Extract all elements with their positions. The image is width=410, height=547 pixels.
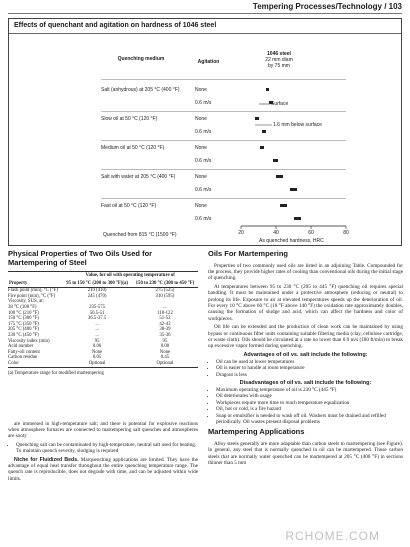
- agitation-label: 0.6 m/s: [195, 187, 212, 193]
- oils-paragraph-1: Properties of two commonly used oils are listed in an adjoining Table. Compounded for the process, they provide higher rates of cooling than conventional oils during the initial stage of quenching.: [208, 262, 403, 282]
- quenched-from-note: Quenched from 815 °C (1500 °F): [103, 232, 177, 238]
- property-cell: 205 °C (400 °F): [8, 327, 39, 333]
- left-column: [8, 250, 198, 484]
- value-cell: 235-575: [89, 304, 106, 310]
- value-cell: Optional: [62, 361, 132, 367]
- salt-paragraph: are immersed in high-temperature salt; and there is potential for explosive reactions when atmosphere furnaces are connected to martempering salt quenches and atmospheres are sooty: [8, 420, 198, 440]
- property-cell: Color: [8, 361, 62, 367]
- hardness-axis: [9, 19, 403, 247]
- x-tick-label: 80: [343, 230, 349, 236]
- value-cell: 118-122: [157, 310, 173, 316]
- quench-medium-label: Salt with water at 205 °C (400 °F): [101, 174, 176, 180]
- steel-size: 22 mm diam: [265, 57, 293, 63]
- oils-paragraph-2: At temperatures between 95 to 230 °C (205 to 445 °F) quenching oil requires special handling. It must be maintained under a protective atmosphere (reducing or neutral) to prolong its life. Exposure to air at elevated temperatures speeds up the deterioration of oil. For every 10 °C above 60 °C (18 °F above 140 °F) the oxidation rate approximately doubles, causing the formation of sludge and acid, which can affect the hardness and color of workpieces.: [208, 283, 403, 322]
- right-column: [208, 250, 403, 469]
- disadvantages-list: [208, 387, 403, 425]
- x-tick-label: 40: [273, 230, 279, 236]
- steel-length: by 75 mm: [268, 63, 290, 69]
- quench-medium-label: Fast oil at 50 °C (120 °F): [101, 203, 157, 209]
- property-cell: Viscosity, SUS, at:: [8, 299, 44, 305]
- agitation-label: None: [195, 145, 207, 151]
- property-cell: Acid number: [8, 344, 34, 350]
- column-spacer: [8, 377, 198, 421]
- niche-paragraph: [8, 457, 198, 483]
- disadvantage-item: • Oil deteriorates with usage: [216, 393, 403, 399]
- oil-properties-table: [8, 271, 198, 368]
- value-cell: 95: [162, 338, 168, 344]
- advantages-list: [208, 359, 403, 378]
- value-cell: Optional: [132, 361, 198, 367]
- value-cell: 42-43: [159, 321, 171, 327]
- value-cell: ...: [95, 321, 99, 327]
- advantage-item: • Dragout is less: [216, 372, 403, 378]
- col-oil-b: 150 to 230 °C (300 to 450 °F): [132, 280, 198, 288]
- table-row: [8, 316, 198, 322]
- value-cell: ...: [163, 304, 167, 310]
- col-oil-a: 95 to 150 °C (200 to 300 °F)(a): [62, 280, 132, 288]
- property-cell: 100 °C (210 °F): [8, 310, 39, 316]
- advantage-item: • Oil is easier to handle at room temperature: [216, 365, 403, 371]
- applications-heading: Martempering Applications: [208, 427, 305, 437]
- value-cell: 95: [94, 338, 100, 344]
- property-cell: Viscosity index (min): [8, 338, 50, 344]
- property-cell: Carbon residue: [8, 355, 38, 361]
- value-cell: 210 (410): [87, 288, 107, 294]
- value-cell: 50.5-51: [89, 310, 105, 316]
- agitation-label: 0.6 m/s: [195, 100, 212, 106]
- quench-medium-label: Slow oil at 50 °C (120 °F): [101, 116, 158, 122]
- agitation-label: 0.6 m/s: [195, 158, 212, 164]
- disadvantage-item: • Soap or emulsifier is needed to wash off oil. Washers must be drained and refilled periodically. Oil wastes present disposal problems: [216, 413, 403, 426]
- niche-text: Marquenching applications are limited. They have the advantage of equal heat transfer throughout the entire quenching temperature range. The quench rate is reproducible, does not degrade with time, and can be adjusted within wide limits.: [8, 456, 198, 482]
- salt-bullets: [8, 442, 198, 455]
- quench-medium-label: Salt (anhydrous) at 205 °C (400 °F): [101, 87, 180, 93]
- value-cell: ...: [95, 332, 99, 338]
- value-cell: 0.05: [92, 355, 102, 361]
- watermark: RCHOME.COM: [285, 529, 380, 543]
- applications-paragraph: Alloy steels generally are more adaptable than carbon steels to martempering (see Figure). In general, any steel that is normally quenched in oil can be martempered. Those carbon steels that are normally water quenched can be martempered at 205 °C (400 °F) in sections thinner than 5 mm: [208, 440, 403, 467]
- disadvantage-item: • Maximum operating temperature of oil is 230 °C (445 °F): [216, 387, 403, 393]
- value-cell: 38-39: [159, 327, 171, 333]
- agitation-label: None: [195, 174, 207, 180]
- table-body: [8, 288, 198, 367]
- value-cell: 51-52: [159, 316, 171, 322]
- x-tick-label: 60: [308, 230, 314, 236]
- salt-bullet-item: • Quenching salt can be contaminated by high-temperature, neutral salt used for heating. To maintain quench severity, sludging is required: [16, 442, 198, 455]
- disadvantage-item: • Oil, hot or cold, is a fire hazard: [216, 406, 403, 412]
- table-heading: Physical Properties of Two Oils Used for Martempering of Steel: [8, 249, 153, 267]
- agitation-label: None: [195, 87, 207, 93]
- niche-heading: Niche for Fluidized Beds.: [14, 456, 79, 463]
- running-header: [8, 2, 402, 14]
- surface-label: Surface: [271, 101, 289, 107]
- agitation-label: None: [195, 116, 207, 122]
- steel-name: 1046 steel: [267, 51, 291, 57]
- table-row: [8, 361, 198, 367]
- property-cell: Fire point (min), °C (°F): [8, 293, 56, 299]
- property-cell: Flash point (min), °C (°F): [8, 288, 58, 294]
- property-cell: Fatty-oil content: [8, 349, 40, 355]
- value-cell: 245 (470): [87, 293, 107, 299]
- value-cell: None: [159, 349, 171, 355]
- property-cell: 38 °C (100 °F): [8, 304, 37, 310]
- quench-medium-label: Medium oil at 50 °C (120 °F): [101, 145, 165, 151]
- agitation-label: 0.6 m/s: [195, 129, 212, 135]
- x-axis-label: As quenched hardness, HRC: [259, 238, 324, 244]
- col-head-agitation: Agitation: [197, 59, 220, 65]
- table-corner: [8, 272, 62, 280]
- disadvantages-heading: Disadvantages of oil vs. salt include the following:: [239, 380, 372, 386]
- advantages-heading: Advantages of oil vs. salt include the following:: [243, 351, 368, 358]
- hardness-figure: [8, 18, 402, 246]
- value-cell: 0.45: [160, 355, 170, 361]
- value-cell: 310 (595): [155, 293, 175, 299]
- disadvantage-item: • Workpieces require more time to reach temperature equalization: [216, 400, 403, 406]
- property-cell: 230 °C (450 °F): [8, 332, 39, 338]
- oils-paragraph-3: Oil life can be extended and the production of clean work can be maintained by using bypass or continuous filter units containing suitable filtering media (clay, cellulose cartridge, or waste cloth). Oils should be circulated at a rate no lower than 0.9 m/s (180 ft/min) to break up excessive vapor formed during quenching.: [208, 324, 403, 350]
- value-cell: 0.00: [160, 344, 170, 350]
- value-cell: 275 (525): [155, 288, 175, 294]
- advantage-item: • Oil can be used at lower temperatures: [216, 359, 403, 365]
- table-row: [8, 288, 198, 294]
- table-group-header: Value, for oil with operating temperature of: [62, 272, 198, 280]
- value-cell: None: [91, 349, 103, 355]
- property-cell: 175 °C (350 °F): [8, 321, 39, 327]
- value-cell: 35-36: [159, 332, 171, 338]
- value-cell: 36.5-37.5: [87, 316, 107, 322]
- agitation-label: None: [195, 203, 207, 209]
- agitation-label: 0.6 m/s: [195, 216, 212, 222]
- value-cell: 0.00: [92, 344, 102, 350]
- oils-heading: Oils For Martempering: [208, 249, 289, 258]
- col-property: Property: [8, 280, 62, 288]
- running-title: Tempering Processes/Technology / 103: [252, 2, 402, 11]
- property-cell: 150 °C (300 °F): [8, 316, 39, 322]
- table-footnote: (a) Temperature range for modified martempering: [8, 370, 104, 376]
- figure-title: Effects of quenchant and agitation on hardness of 1046 steel: [14, 22, 217, 29]
- col-head-quenching: Quenching medium: [117, 56, 165, 62]
- x-tick-label: 20: [238, 230, 244, 236]
- below-surface-label: 1.6 mm below surface: [273, 122, 322, 128]
- value-cell: ...: [95, 327, 99, 333]
